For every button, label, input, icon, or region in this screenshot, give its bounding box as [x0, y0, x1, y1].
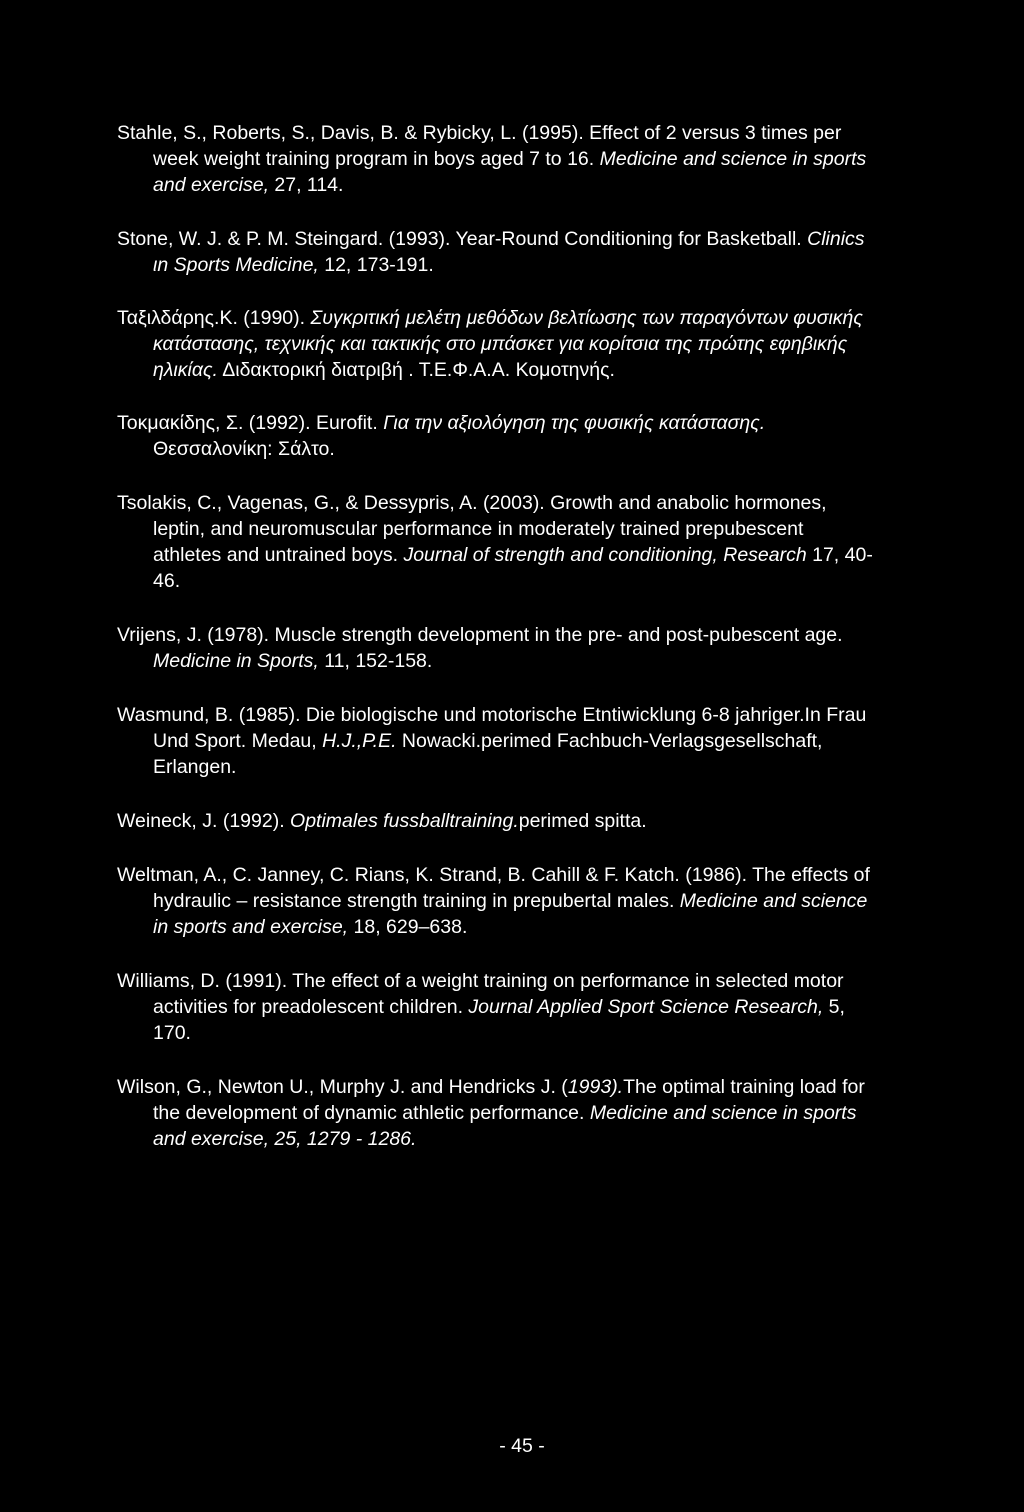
reference-title: Optimales fussballtraining.	[290, 810, 519, 832]
reference-authors: Stone, W. J. & P. M. Steingard. (1993). Year-Round Conditioning for Basketball.	[117, 228, 808, 250]
reference-journal: Journal Applied Sport Science Research,	[468, 996, 824, 1018]
reference-journal: Journal of strength and conditioning, Research	[403, 544, 807, 566]
reference-authors: Williams, D. (1991). The effect of a weight training on performance in selected motor activities for preadolescent children.	[117, 970, 844, 1018]
reference-details: Nowacki.perimed Fachbuch-Verlagsgesellschaft, Erlangen.	[153, 730, 823, 778]
reference-authors: Vrijens, J. (1978). Muscle strength development in the pre- and post-pubescent age.	[117, 624, 843, 646]
reference-authors: Weineck, J. (1992).	[117, 810, 291, 832]
reference-details: 12, 173-191.	[318, 254, 434, 276]
reference-details: perimed spitta.	[518, 810, 647, 832]
reference-entry	[117, 410, 877, 462]
reference-authors: Wilson, G., Newton U., Murphy J. and Hendricks J. (	[117, 1076, 568, 1098]
reference-authors: Tsolakis, C., Vagenas, G., & Dessypris, A. (2003). Growth and anabolic hormones, leptin, and neuromuscular performance in moderately trained prepubescent athletes and untrained boys.	[117, 492, 827, 566]
page-number: - 45 -	[499, 1435, 545, 1457]
reference-entry	[117, 305, 877, 383]
reference-details: Θεσσαλονίκη: Σάλτο.	[153, 438, 335, 460]
reference-details: 17, 40-46.	[153, 544, 873, 592]
reference-journal: Medicine and science in sports and exercise,	[153, 890, 868, 938]
reference-title: Για την αξιολόγηση της φυσικής κατάστασης.	[383, 412, 766, 434]
reference-entry	[117, 226, 877, 278]
reference-authors: Τοκμακίδης, Σ. (1992). Eurofit.	[117, 412, 384, 434]
reference-authors: Weltman, A., C. Janney, C. Rians, K. Strand, B. Cahill & F. Katch. (1986). The effects of hydraulic – resistance strength training in prepubertal males.	[117, 864, 870, 912]
reference-entry	[117, 808, 877, 834]
reference-journal: Medicine and science in sports and exercise,	[153, 148, 867, 196]
reference-details: 27, 114.	[268, 174, 344, 196]
reference-details: The optimal training load for the development of dynamic athletic performance.	[153, 1076, 865, 1124]
reference-entry	[117, 1074, 877, 1152]
reference-authors: Wasmund, B. (1985). Die biologische und motorische Etntiwicklung 6-8 jahriger.In Frau Und Sport. Medau,	[117, 704, 867, 752]
reference-details: 11, 152-158.	[318, 650, 433, 672]
reference-journal: Clinics ιn Sports Medicine,	[153, 228, 865, 276]
reference-editors: H.J.,P.E.	[322, 730, 397, 752]
reference-authors: Ταξιλδάρης.Κ. (1990).	[117, 307, 311, 329]
reference-year: 1993).	[567, 1076, 624, 1098]
reference-title: Συγκριτική μελέτη μεθόδων βελτίωσης των παραγόντων φυσικής κατάστασης, τεχνικής και τακτικής στο μπάσκετ για κορίτσια της πρώτης εφηβικής ηλικίας.	[153, 307, 863, 381]
reference-entry	[117, 490, 877, 594]
reference-list	[117, 120, 877, 1180]
reference-journal: Medicine and science in sports and exercise, 25, 1279 - 1286.	[153, 1102, 857, 1150]
reference-details: 18, 629–638.	[348, 916, 468, 938]
reference-entry	[117, 702, 877, 780]
reference-details: 5, 170.	[153, 996, 845, 1044]
reference-journal: Medicine in Sports,	[153, 650, 319, 672]
reference-entry	[117, 968, 877, 1046]
reference-entry	[117, 120, 877, 198]
reference-authors: Stahle, S., Roberts, S., Davis, B. & Rybicky, L. (1995). Effect of 2 versus 3 times per week weight training program in boys aged 7 to 16.	[117, 122, 842, 170]
reference-entry	[117, 622, 877, 674]
reference-details: Διδακτορική διατριβή . Τ.Ε.Φ.Α.Α. Κομοτηνής.	[217, 359, 615, 381]
reference-entry	[117, 862, 877, 940]
